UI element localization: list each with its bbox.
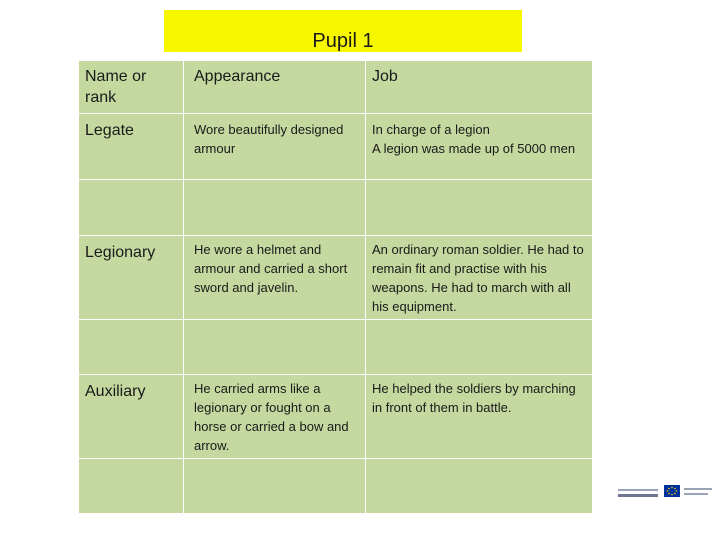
appearance-cell: He carried arms like a legionary or fought on a horse or carried a bow and arrow. bbox=[184, 375, 366, 459]
rank-cell bbox=[79, 320, 184, 375]
appearance-cell: He wore a helmet and armour and carried a short sword and javelin. bbox=[184, 236, 366, 320]
job-cell bbox=[366, 320, 593, 375]
footer-logos bbox=[618, 480, 714, 506]
table-header-row bbox=[79, 61, 593, 114]
job-cell bbox=[366, 459, 593, 514]
rank-cell: Legate bbox=[79, 114, 184, 180]
table-row bbox=[79, 114, 593, 180]
title-banner bbox=[164, 10, 522, 52]
table-row bbox=[79, 459, 593, 514]
table-row bbox=[79, 320, 593, 375]
job-cell bbox=[366, 180, 593, 236]
appearance-cell: Wore beautifully designed armour bbox=[184, 114, 366, 180]
job-cell: An ordinary roman soldier. He had to remain fit and practise with his weapons. He had to march with all his equipment. bbox=[366, 236, 593, 320]
rank-cell: Auxiliary bbox=[79, 375, 184, 459]
rank-cell bbox=[79, 180, 184, 236]
rank-cell bbox=[79, 459, 184, 514]
appearance-cell bbox=[184, 180, 366, 236]
job-cell: He helped the soldiers by marching in front of them in battle. bbox=[366, 375, 593, 459]
appearance-cell bbox=[184, 320, 366, 375]
appearance-cell bbox=[184, 459, 366, 514]
header-appearance: Appearance bbox=[184, 61, 366, 114]
page-title: Pupil 1 bbox=[312, 30, 374, 52]
roman-army-table bbox=[78, 60, 593, 514]
header-job: Job bbox=[366, 61, 593, 114]
header-name-or-rank: Name or rank bbox=[79, 61, 184, 114]
eu-flag-logo bbox=[664, 484, 714, 504]
table-row bbox=[79, 236, 593, 320]
job-cell bbox=[366, 114, 593, 180]
table-row bbox=[79, 375, 593, 459]
rank-cell: Legionary bbox=[79, 236, 184, 320]
table-row bbox=[79, 180, 593, 236]
job-text: In charge of a legion A legion was made up of 5000 men bbox=[372, 122, 576, 156]
